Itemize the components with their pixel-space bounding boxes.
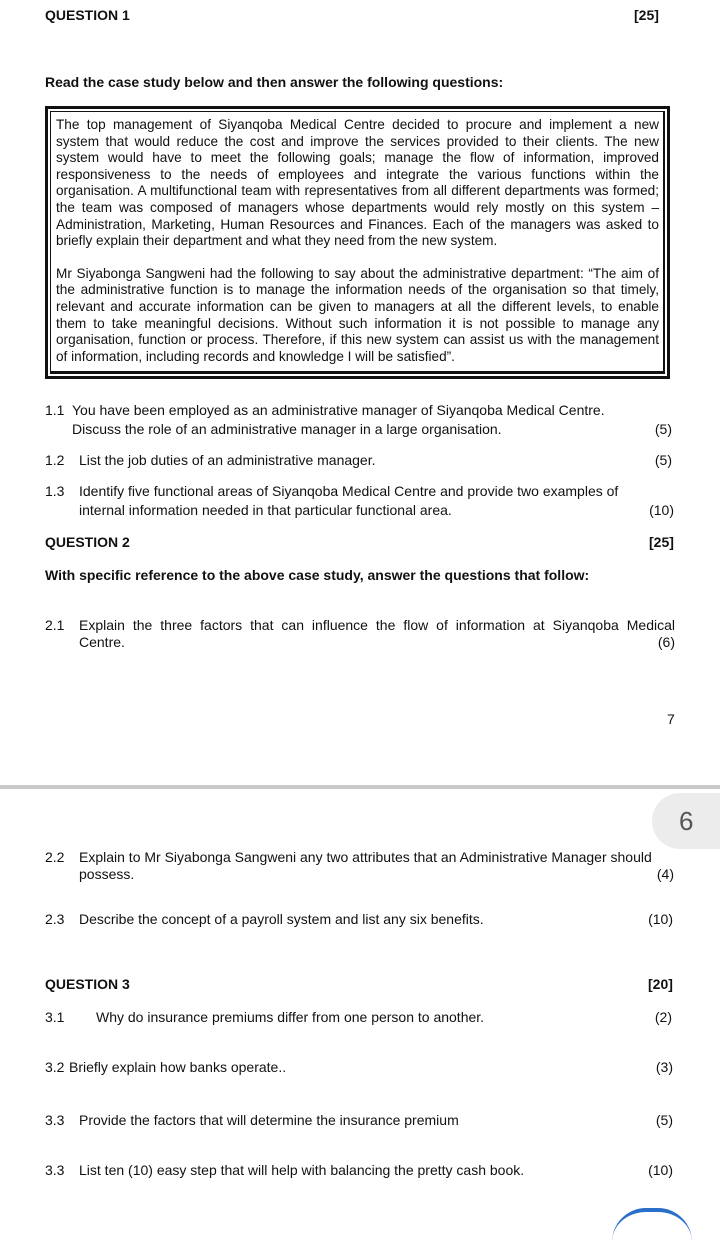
- question-3-4: [45, 1162, 675, 1180]
- question-mark: (5): [654, 421, 672, 437]
- question-1-total: [25]: [634, 7, 659, 23]
- question-text: Explain to Mr Siyabonga Sangweni any two attributes that an Administrative Manager should: [79, 849, 652, 865]
- question-number: 3.1: [45, 1009, 65, 1025]
- page-number: 7: [667, 711, 675, 727]
- question-mark: (5): [655, 1112, 673, 1128]
- question-text: Why do insurance premiums differ from one person to another.: [96, 1009, 485, 1025]
- case-study-paragraph-2: Mr Siyabonga Sangweni had the following to say about the administrative department: “The aim of the administrative function is to manage the information needs of the organisation so that timely, relevant and accurate information can be given to managers at all the different levels, to enable them to take meaningful decisions. Without such information it is not possible to manage any organisation, function or process. Therefore, if this new system can assist us with the management of information, including records and knowledge I will be satisfied”.: [56, 265, 659, 364]
- question-3-heading: QUESTION 3: [45, 976, 130, 992]
- question-mark: (10): [648, 911, 673, 927]
- viewer-page-badge[interactable]: 6: [652, 793, 720, 849]
- question-text-cont: internal information needed in that particular functional area.: [79, 502, 452, 518]
- question-number: 2.1: [45, 617, 65, 633]
- question-text: You have been employed as an administrative manager of Siyanqoba Medical Centre.: [72, 402, 605, 418]
- question-text: List the job duties of an administrative manager.: [79, 452, 376, 468]
- question-text: Explain the three factors that can influence the flow of information at Siyanqoba Medical: [79, 617, 675, 633]
- question-2-1: [45, 617, 675, 653]
- question-mark: (2): [654, 1009, 672, 1025]
- question-number: 1.1: [45, 402, 65, 418]
- question-text: Briefly explain how banks operate..: [69, 1059, 287, 1075]
- question-mark: (4): [656, 866, 674, 882]
- case-study-paragraph-1: The top management of Siyanqoba Medical Centre decided to procure and implement a new system that would reduce the cost and improve the services provided to their clients. The new system would have to meet the following goals; manage the flow of information, improved responsiveness to the needs of employees and integrate the various functions within the organisation. A multifunctional team with representatives from all different departments was formed; the team was composed of managers whose departments would rely mostly on this system – Administration, Marketing, Human Resources and Finances. Each of the managers was asked to briefly explain their department and what they need from the new system.: [56, 117, 659, 249]
- question-1-heading: QUESTION 1: [45, 7, 130, 23]
- question-mark: (10): [648, 1162, 673, 1178]
- question-number: 3.3: [45, 1112, 65, 1128]
- question-text: Describe the concept of a payroll system and list any six benefits.: [79, 911, 484, 927]
- case-study-instruction: Read the case study below and then answer the following questions:: [45, 74, 504, 90]
- question-text-cont: possess.: [79, 866, 135, 882]
- question-mark: (5): [654, 452, 672, 468]
- question-2-2: [45, 849, 675, 885]
- question-number: 1.2: [45, 452, 65, 468]
- scroll-indicator-arc: [612, 1208, 692, 1242]
- question-text-cont: Discuss the role of an administrative manager in a large organisation.: [72, 421, 502, 437]
- question-1-2: [45, 452, 675, 470]
- question-1-3: [45, 483, 675, 519]
- question-number: 2.2: [45, 849, 65, 865]
- question-number: 3.2: [45, 1059, 65, 1075]
- question-text: Provide the factors that will determine the insurance premium: [79, 1112, 459, 1128]
- question-number: 1.3: [45, 483, 65, 499]
- question-text: Identify five functional areas of Siyanqoba Medical Centre and provide two examples of: [79, 483, 619, 499]
- question-1-1: [45, 402, 675, 438]
- question-2-3: [45, 911, 675, 929]
- question-text-cont: Centre.: [79, 634, 125, 650]
- question-2-heading: QUESTION 2: [45, 534, 130, 550]
- question-number: 2.3: [45, 911, 65, 927]
- case-study-box: [45, 106, 670, 379]
- question-mark: (6): [657, 634, 675, 650]
- question-3-total: [20]: [648, 976, 673, 992]
- question-text: List ten (10) easy step that will help with balancing the pretty cash book.: [79, 1162, 525, 1178]
- question-3-3: [45, 1112, 675, 1130]
- question-2-instruction: With specific reference to the above case study, answer the questions that follow:: [45, 567, 590, 583]
- question-3-2: [45, 1059, 675, 1077]
- page-divider: [0, 785, 720, 789]
- question-2-total: [25]: [649, 534, 674, 550]
- question-3-1: [45, 1009, 675, 1027]
- question-number: 3.3: [45, 1162, 65, 1178]
- question-mark: (3): [655, 1059, 673, 1075]
- question-mark: (10): [649, 502, 674, 518]
